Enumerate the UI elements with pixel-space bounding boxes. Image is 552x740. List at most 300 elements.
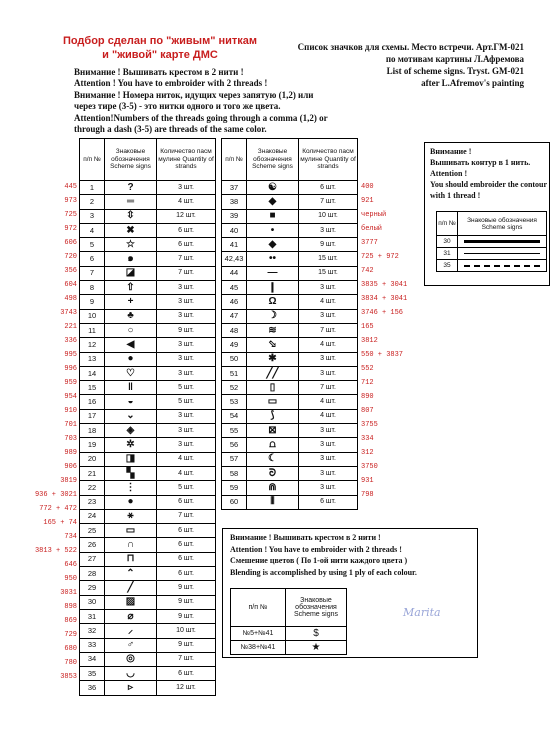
row-number: 1	[80, 181, 105, 195]
strand-quantity: 3 шт.	[299, 223, 358, 237]
thread-number: 550 + 3837	[361, 351, 404, 359]
scheme-sign: ≋	[247, 323, 299, 337]
table-row	[80, 538, 216, 552]
table-row	[80, 395, 216, 409]
strand-quantity: 5 шт.	[157, 395, 216, 409]
blend-sign: ★	[286, 641, 347, 655]
strand-quantity: 3 шт.	[157, 295, 216, 309]
row-number: 60	[222, 495, 247, 509]
table-row	[222, 295, 358, 309]
row-number: 54	[222, 409, 247, 423]
table-row	[222, 195, 358, 209]
note-line: Внимание ! Вышивать крестом в 2 нити !	[74, 67, 244, 77]
strand-quantity: 6 шт.	[299, 495, 358, 509]
scheme-sign: ⩍	[247, 438, 299, 452]
col-header-qty: Количество пасм мулине Quantity of strands	[157, 139, 216, 181]
col-header-signs: Знаковые обозначения Scheme signs	[247, 139, 299, 181]
row-number: 36	[80, 681, 105, 695]
table-row	[222, 366, 358, 380]
thread-number: 3743	[60, 309, 77, 317]
col-header-no: п/п №	[222, 139, 247, 181]
thread-number: 552	[361, 365, 374, 373]
strand-quantity: 6 шт.	[157, 538, 216, 552]
row-number: 2	[80, 195, 105, 209]
strand-quantity: 9 шт.	[157, 595, 216, 609]
scheme-sign: ‖	[105, 381, 157, 395]
scheme-sign: ⊠	[247, 424, 299, 438]
thread-number: 606	[64, 239, 77, 247]
scheme-sign: ᘐ	[247, 466, 299, 480]
table-row	[222, 323, 358, 337]
thread-number: черный	[361, 211, 387, 219]
strand-quantity: 15 шт.	[299, 252, 358, 266]
strand-quantity: 7 шт.	[157, 252, 216, 266]
row-number: 40	[222, 223, 247, 237]
caption-line: after L.Afremov's painting	[421, 78, 524, 88]
blend-line: Attention ! You have to embroider with 2 threads !	[230, 544, 402, 554]
strand-quantity: 3 шт.	[299, 309, 358, 323]
scheme-sign: ▹	[105, 681, 157, 695]
note-line: Attention ! You have to embroider with 2 threads !	[74, 78, 268, 89]
row-number: 25	[80, 524, 105, 538]
strand-quantity: 6 шт.	[157, 567, 216, 581]
thread-number: 772 + 472	[39, 505, 77, 513]
row-number: 48	[222, 323, 247, 337]
contour-line-dashed	[458, 260, 547, 272]
contour-line: Внимание !	[430, 147, 472, 156]
row-number: 23	[80, 495, 105, 509]
thread-number: 936 + 3021	[34, 491, 77, 499]
strand-quantity: 6 шт.	[157, 667, 216, 681]
row-number: 52	[222, 381, 247, 395]
thread-number: 312	[361, 449, 374, 457]
table-row	[80, 681, 216, 695]
symbols-table-right	[221, 138, 358, 510]
strand-quantity: 7 шт.	[157, 652, 216, 666]
thread-number: 701	[64, 421, 77, 429]
strand-quantity: 3 шт.	[299, 366, 358, 380]
scheme-sign: ⇧	[105, 281, 157, 295]
note-line: через тире (3-5) - это нитки одного и того же цвета.	[74, 101, 281, 112]
scheme-sign: ✖	[105, 223, 157, 237]
scheme-sign: ♡	[105, 366, 157, 380]
strand-quantity: 3 шт.	[299, 281, 358, 295]
strand-quantity: 4 шт.	[299, 295, 358, 309]
table-row	[222, 381, 358, 395]
table-row	[80, 595, 216, 609]
scheme-sign: ☯	[247, 181, 299, 195]
strand-quantity: 3 шт.	[157, 281, 216, 295]
thread-number: 972	[64, 225, 77, 233]
contour-no: 35	[437, 260, 458, 272]
col-header-signs: Знаковые обозначения Scheme signs	[105, 139, 157, 181]
scheme-sign: +	[105, 295, 157, 309]
title-line-2: и "живой" карте ДМС	[102, 49, 218, 61]
table-row	[80, 381, 216, 395]
scheme-sign: ⌃	[105, 567, 157, 581]
strand-quantity: 3 шт.	[299, 452, 358, 466]
table-row	[80, 652, 216, 666]
scheme-sign: ◒	[105, 395, 157, 409]
thread-number: 498	[64, 295, 77, 303]
blend-instructions	[230, 532, 480, 578]
row-number: 26	[80, 538, 105, 552]
scheme-sign: ●	[105, 352, 157, 366]
strand-quantity: 6 шт.	[299, 181, 358, 195]
title-line-1: Подбор сделан по "живым" ниткам	[62, 35, 258, 47]
strand-quantity: 7 шт.	[157, 509, 216, 523]
table-row	[80, 209, 216, 223]
scheme-sign: ⌀	[105, 609, 157, 623]
note-line: Attention!Numbers of the threads going through a comma (1,2) or	[74, 112, 328, 123]
strand-quantity: 6 шт.	[157, 238, 216, 252]
strand-quantity: 9 шт.	[157, 609, 216, 623]
table-row	[222, 409, 358, 423]
strand-quantity: 3 шт.	[299, 481, 358, 495]
page-title	[40, 34, 280, 62]
table-row	[222, 181, 358, 195]
strand-quantity: 4 шт.	[157, 452, 216, 466]
strand-quantity: 3 шт.	[157, 181, 216, 195]
row-number: 35	[80, 667, 105, 681]
row-number: 22	[80, 481, 105, 495]
thread-number: 3834 + 3041	[361, 295, 408, 303]
blend-no: №5+№41	[231, 627, 286, 641]
blend-table	[230, 588, 347, 655]
row-number: 39	[222, 209, 247, 223]
strand-quantity: 3 шт.	[299, 424, 358, 438]
table-row	[80, 524, 216, 538]
contour-line-solid	[458, 236, 547, 248]
scheme-sign: ♣	[105, 309, 157, 323]
scheme-sign: ⫴	[247, 495, 299, 509]
scheme-sign: ╱╱	[247, 366, 299, 380]
table-row	[80, 509, 216, 523]
scheme-sign: ๑	[105, 252, 157, 266]
row-number: 6	[80, 252, 105, 266]
thread-number: 921	[361, 197, 374, 205]
thread-number: 3812	[361, 337, 378, 345]
row-number: 16	[80, 395, 105, 409]
thread-number: 729	[64, 631, 77, 639]
contour-line: You should embroider the contour	[430, 180, 548, 189]
scheme-sign: ●	[105, 495, 157, 509]
row-number: 4	[80, 223, 105, 237]
row-number: 12	[80, 338, 105, 352]
row-number: 5	[80, 238, 105, 252]
strand-quantity: 6 шт.	[157, 223, 216, 237]
row-number: 18	[80, 424, 105, 438]
table-row	[80, 466, 216, 480]
thread-number: 780	[64, 659, 77, 667]
strand-quantity: 3 шт.	[157, 352, 216, 366]
table-row	[80, 223, 216, 237]
contour-table	[436, 211, 547, 272]
strand-quantity: 7 шт.	[299, 195, 358, 209]
thread-number: 680	[64, 645, 77, 653]
instructions-top	[74, 67, 374, 135]
table-row	[80, 452, 216, 466]
strand-quantity: 7 шт.	[299, 381, 358, 395]
caption-line: Список значков для схемы. Место встречи. Арт.ГМ-021	[297, 42, 524, 52]
table-row	[80, 567, 216, 581]
thread-number: 3835 + 3041	[361, 281, 408, 289]
row-number: 7	[80, 266, 105, 280]
thread-number: 3853	[60, 673, 77, 681]
contour-line: with 1 thread !	[430, 191, 481, 200]
table-row	[80, 552, 216, 566]
scheme-sign: ╱	[105, 581, 157, 595]
thread-number: 221	[64, 323, 77, 331]
table-row	[80, 252, 216, 266]
strand-quantity: 9 шт.	[157, 581, 216, 595]
strand-quantity: 3 шт.	[157, 366, 216, 380]
thread-number: 165 + 74	[43, 519, 77, 527]
row-number: 21	[80, 466, 105, 480]
scheme-sign: ⬂	[247, 338, 299, 352]
scheme-sign: ✱	[247, 352, 299, 366]
table-row	[222, 266, 358, 280]
strand-quantity: 5 шт.	[157, 381, 216, 395]
row-number: 3	[80, 209, 105, 223]
scheme-sign: ═	[105, 195, 157, 209]
strand-quantity: 4 шт.	[299, 395, 358, 409]
scheme-sign: ?	[105, 181, 157, 195]
strand-quantity: 3 шт.	[157, 424, 216, 438]
col-header-qty: Количество пасм мулине Quantity of strands	[299, 139, 358, 181]
strand-quantity: 3 шт.	[299, 438, 358, 452]
col-header-no: п/п №	[231, 589, 286, 627]
thread-number: 3819	[60, 477, 77, 485]
row-number: 46	[222, 295, 247, 309]
row-number: 50	[222, 352, 247, 366]
thread-number: 703	[64, 435, 77, 443]
table-row	[80, 409, 216, 423]
row-number: 47	[222, 309, 247, 323]
strand-quantity: 3 шт.	[157, 409, 216, 423]
table-row	[222, 338, 358, 352]
strand-quantity: 7 шт.	[157, 266, 216, 280]
scheme-sign: ◎	[105, 652, 157, 666]
table-row	[80, 667, 216, 681]
scheme-sign: ◪	[105, 266, 157, 280]
scheme-sign: ▭	[247, 395, 299, 409]
table-row	[80, 481, 216, 495]
thread-number: 445	[64, 183, 77, 191]
row-number: 31	[80, 609, 105, 623]
thread-number: 734	[64, 533, 77, 541]
row-number: 42,43	[222, 252, 247, 266]
strand-quantity: 9 шт.	[299, 238, 358, 252]
blend-sign: $	[286, 627, 347, 641]
table-row	[222, 223, 358, 237]
scheme-sign: ◨	[105, 452, 157, 466]
thread-number: 890	[361, 393, 374, 401]
scheme-sign: ∩	[105, 538, 157, 552]
thread-number: 334	[361, 435, 374, 443]
thread-number: белый	[361, 225, 383, 233]
table-row	[80, 352, 216, 366]
scheme-sign: ▚	[105, 466, 157, 480]
scheme-sign: ◡	[105, 667, 157, 681]
thread-number: 798	[361, 491, 374, 499]
row-number: 37	[222, 181, 247, 195]
thread-number: 898	[64, 603, 77, 611]
row-number: 8	[80, 281, 105, 295]
scheme-sign: ◆	[247, 195, 299, 209]
row-number: 51	[222, 366, 247, 380]
table-row	[222, 466, 358, 480]
thread-number: 807	[361, 407, 374, 415]
row-number: 28	[80, 567, 105, 581]
blend-line: Смешение цветов ( По 1-ой нити каждого цвета )	[230, 556, 408, 565]
contour-no: 31	[437, 248, 458, 260]
table-row	[222, 238, 358, 252]
row-number: 45	[222, 281, 247, 295]
thread-number: 3813 + 522	[34, 547, 77, 555]
scheme-sign: ⌄	[105, 409, 157, 423]
strand-quantity: 4 шт.	[157, 195, 216, 209]
scheme-sign: ▭	[105, 524, 157, 538]
scheme-sign: ■	[247, 209, 299, 223]
caption-line: по мотивам картины Л.Афремова	[385, 54, 524, 64]
scheme-sign: ◈	[105, 424, 157, 438]
row-number: 56	[222, 438, 247, 452]
strand-quantity: 9 шт.	[157, 638, 216, 652]
scheme-sign: ◀	[105, 338, 157, 352]
row-number: 27	[80, 552, 105, 566]
thread-number: 604	[64, 281, 77, 289]
row-number: 58	[222, 466, 247, 480]
scheme-sign: ⸝	[105, 624, 157, 638]
thread-number: 996	[64, 365, 77, 373]
thread-number: 906	[64, 463, 77, 471]
strand-quantity: 3 шт.	[299, 466, 358, 480]
scheme-sign: ♂	[105, 638, 157, 652]
strand-quantity: 5 шт.	[157, 481, 216, 495]
scheme-sign: ⊓	[105, 552, 157, 566]
table-row	[80, 424, 216, 438]
row-number: 57	[222, 452, 247, 466]
thread-number: 720	[64, 253, 77, 261]
thread-number: 995	[64, 351, 77, 359]
scheme-sign: ◆	[247, 238, 299, 252]
strand-quantity: 4 шт.	[299, 338, 358, 352]
table-row	[222, 395, 358, 409]
row-number: 10	[80, 309, 105, 323]
row-number: 32	[80, 624, 105, 638]
thread-number: 959	[64, 379, 77, 387]
table-row	[80, 338, 216, 352]
row-number: 49	[222, 338, 247, 352]
strand-quantity: 12 шт.	[157, 681, 216, 695]
scheme-sign: ☽	[247, 309, 299, 323]
thread-number: 400	[361, 183, 374, 191]
row-number: 55	[222, 424, 247, 438]
col-header-no: п/п №	[80, 139, 105, 181]
thread-number: 973	[64, 197, 77, 205]
row-number: 15	[80, 381, 105, 395]
contour-line: Attention !	[430, 169, 468, 178]
table-row	[80, 638, 216, 652]
table-row	[222, 481, 358, 495]
thread-number: 989	[64, 449, 77, 457]
row-number: 41	[222, 238, 247, 252]
table-row	[222, 424, 358, 438]
strand-quantity: 6 шт.	[157, 524, 216, 538]
thread-number: 950	[64, 575, 77, 583]
thread-number: 3031	[60, 589, 77, 597]
strand-quantity: 7 шт.	[299, 323, 358, 337]
table-row	[222, 209, 358, 223]
thread-number: 712	[361, 379, 374, 387]
strand-quantity: 9 шт.	[157, 323, 216, 337]
thread-number: 356	[64, 267, 77, 275]
table-row	[80, 609, 216, 623]
signature: Marita	[403, 606, 441, 619]
strand-quantity: 3 шт.	[299, 352, 358, 366]
table-row	[80, 295, 216, 309]
thread-number: 3777	[361, 239, 378, 247]
row-number: 20	[80, 452, 105, 466]
scheme-sign: ▯	[247, 381, 299, 395]
symbols-table-left	[79, 138, 216, 696]
table-row	[80, 495, 216, 509]
thread-number: 869	[64, 617, 77, 625]
row-number: 13	[80, 352, 105, 366]
strand-quantity: 10 шт.	[299, 209, 358, 223]
table-row	[80, 581, 216, 595]
table-row	[80, 238, 216, 252]
row-number: 11	[80, 323, 105, 337]
blend-line: Blending is accomplished by using 1 ply of each colour.	[230, 567, 417, 577]
col-header-no: п/п №	[437, 212, 458, 236]
thread-number: 3750	[361, 463, 378, 471]
scheme-sign: ⇳	[105, 209, 157, 223]
col-header-signs: Знаковые обозначения Scheme signs	[458, 212, 547, 236]
scheme-sign: Ω	[247, 295, 299, 309]
table-row	[222, 495, 358, 509]
scheme-sign: ✲	[105, 438, 157, 452]
table-row	[222, 252, 358, 266]
table-row	[80, 195, 216, 209]
row-number: 9	[80, 295, 105, 309]
table-row	[222, 309, 358, 323]
table-row	[80, 281, 216, 295]
table-row	[80, 266, 216, 280]
note-line: through a dash (3-5) are threads of the same color.	[74, 124, 267, 135]
thread-number: 954	[64, 393, 77, 401]
thread-number: 931	[361, 477, 374, 485]
scheme-sign: ☆	[105, 238, 157, 252]
row-number: 33	[80, 638, 105, 652]
table-row	[222, 438, 358, 452]
thread-number: 3755	[361, 421, 378, 429]
blend-no: №38+№41	[231, 641, 286, 655]
note-line: Внимание ! Номера ниток, идущих через запятую (1,2) или	[74, 89, 314, 100]
row-number: 14	[80, 366, 105, 380]
table-row	[80, 323, 216, 337]
scheme-sign: ❙	[247, 281, 299, 295]
row-number: 34	[80, 652, 105, 666]
table-row	[80, 181, 216, 195]
caption-line: List of scheme signs. Tryst. GM-021	[386, 66, 524, 76]
table-row	[222, 281, 358, 295]
thread-number: 725 + 972	[361, 253, 399, 261]
scheme-sign: ○	[105, 323, 157, 337]
strand-quantity: 6 шт.	[157, 495, 216, 509]
table-row	[80, 366, 216, 380]
